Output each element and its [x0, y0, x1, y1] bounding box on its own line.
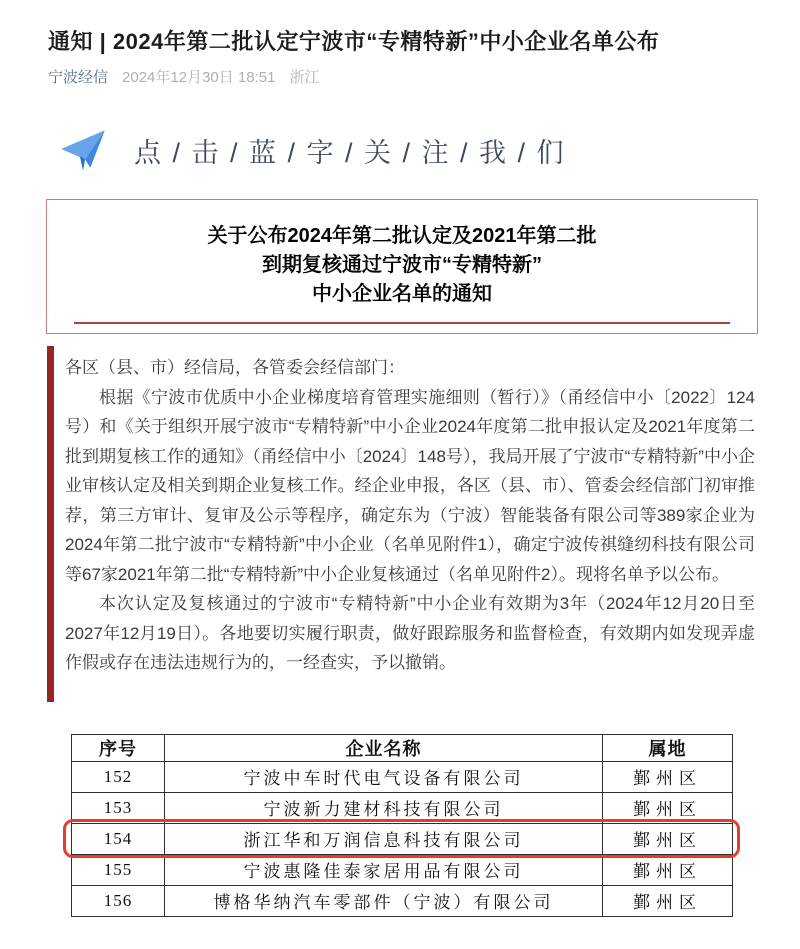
cell-company-name: 宁波中车时代电气设备有限公司: [165, 761, 603, 792]
cell-region: 鄞州区: [603, 854, 733, 885]
table-body: [72, 761, 733, 916]
cell-company-name: 宁波惠隆佳泰家居用品有限公司: [165, 854, 603, 885]
page-title: 通知 | 2024年第二批认定宁波市“专精特新”中小企业名单公布: [48, 29, 660, 54]
cell-serial-no: 154: [72, 823, 165, 854]
table-row: [72, 761, 733, 792]
notice-title-line-2: 到期复核通过宁波市“专精特新”: [262, 254, 542, 276]
publish-datetime: 2024年12月30日 18:51: [122, 69, 276, 86]
company-table-wrap: [71, 734, 732, 917]
table-header-row: [72, 734, 733, 761]
cell-serial-no: 152: [72, 761, 165, 792]
notice-divider-line: [74, 322, 730, 324]
notice-title-line-1: 关于公布2024年第二批认定及2021年第二批: [207, 225, 597, 247]
notice-body: [47, 346, 756, 702]
body-paragraph-2: 本次认定及复核通过的宁波市“专精特新”中小企业有效期为3年（2024年12月20日至2027年12月19日）。各地要切实履行职责，做好跟踪服务和监督检查，有效期内如发现弄虚作假或存在违法违规行为的，一经查实，予以撤销。: [65, 594, 755, 672]
cell-region: 鄞州区: [603, 761, 733, 792]
cell-serial-no: 156: [72, 885, 165, 916]
col-header-region: 属地: [603, 734, 733, 761]
follow-banner: [58, 125, 752, 175]
publish-location: 浙江: [289, 69, 320, 86]
table-row: [72, 854, 733, 885]
byline: [48, 66, 752, 87]
follow-banner-text: 点 / 击 / 蓝 / 字 / 关 / 注 / 我 / 们: [134, 137, 566, 168]
body-paragraph-salutation: 各区（县、市）经信局，各管委会经信部门：: [65, 358, 405, 377]
paper-plane-icon: [58, 125, 108, 175]
body-paragraph-1: 根据《宁波市优质中小企业梯度培育管理实施细则（暂行）》（甬经信中小〔2022〕124号）和《关于组织开展宁波市“专精特新”中小企业2024年度第二批申报认定及2021年度第二批到期复核工作的通知》（甬经信中小〔2024〕148号），我局开展了宁波市“专精特新”中小企业审核认定及相关到期企业复核工作。经企业申报，各区（县、市）、管委会经信部门初审推荐，第三方审计、复审及公示等程序，确定东为（宁波）智能装备有限公司等389家企业为2024年第二批宁波市“专精特新”中小企业（名单见附件1），确定宁波传祺缝纫科技有限公司等67家2021年第二批“专精特新”中小企业复核通过（名单见附件2）。现将名单予以公布。: [65, 387, 755, 584]
notice-title-box: [46, 199, 758, 334]
notice-title-line-3: 中小企业名单的通知: [312, 283, 492, 305]
table-row: [72, 823, 733, 854]
cell-serial-no: 153: [72, 792, 165, 823]
cell-company-name: 浙江华和万润信息科技有限公司: [165, 823, 603, 854]
company-table: [71, 734, 733, 917]
cell-company-name: 博格华纳汽车零部件（宁波）有限公司: [165, 885, 603, 916]
cell-region: 鄞州区: [603, 792, 733, 823]
cell-company-name: 宁波新力建材科技有限公司: [165, 792, 603, 823]
account-link[interactable]: 宁波经信: [48, 69, 109, 86]
cell-region: 鄞州区: [603, 823, 733, 854]
col-header-company-name: 企业名称: [165, 734, 603, 761]
cell-serial-no: 155: [72, 854, 165, 885]
table-row: [72, 792, 733, 823]
cell-region: 鄞州区: [603, 885, 733, 916]
col-header-no: 序号: [72, 734, 165, 761]
table-row: [72, 885, 733, 916]
